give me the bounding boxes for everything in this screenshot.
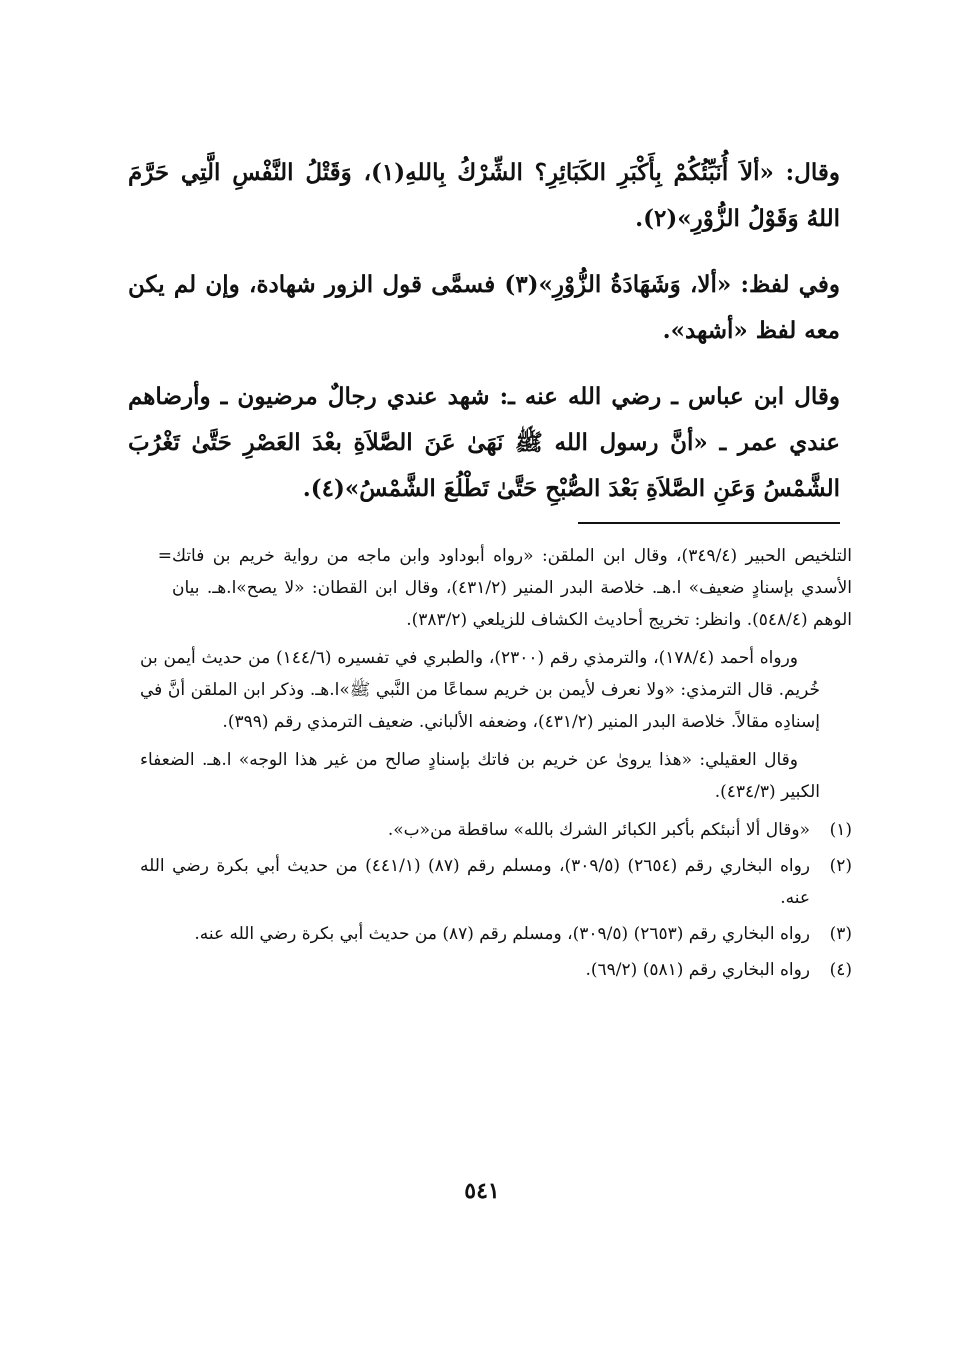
main-paragraph: وقال ابن عباس ـ رضي الله عنه ـ: شهد عندي رجالٌ مرضيون ـ وأرضاهم عندي عمر ـ «أنَّ رسول الله ﷺ نَهَىٰ عَنَ الصَّلاَةِ بعْدَ العَصْرِ حَتَّىٰ تَغْرُبَ الشَّمْسُ وَعَنِ الصَّلاَةِ بَعْدَ الصُّبْحِ حَتَّىٰ تَطْلُعَ الشَّمْسُ»(٤). — [128, 383, 840, 502]
footnote-continuation-text: التلخيص الحبير (٣٤٩/٤)، وقال ابن الملقن: «رواه أبوداود وابن ماجه من رواية خريم بن فاتك الأسدي بإسنادٍ ضعيف» ا.هـ. خلاصة البدر المنير (٤٣١/٢)، وقال ابن القطان: «لا يصح»ا.هـ. بيان الوهم (٥٤٨/٤). وانظر: تخريج أحاديث الكشاف للزيلعي (٣٨٣/٢). — [172, 546, 853, 630]
footnote-text: رواه البخاري رقم (٢٦٥٤) (٣٠٩/٥)، ومسلم رقم (٨٧) (٤٤١/١) من حديث أبي بكرة رضي الله عنه. — [140, 856, 811, 908]
footnote-item — [140, 814, 852, 846]
footnote-number: (٢) — [829, 856, 852, 876]
footnote-paragraph: وقال العقيلي: «هذا يروىٰ عن خريم بن فاتك بإسنادٍ صالح من غير هذا الوجه» ا.هـ. الضعفاء الكبير (٤٣٤/٣). — [140, 750, 820, 802]
footnote-separator — [578, 522, 840, 524]
footnote-text: رواه البخاري رقم (٥٨١) (٦٩/٢). — [585, 960, 810, 980]
main-text — [128, 150, 840, 532]
footnote-paragraph: ورواه أحمد (١٧٨/٤)، والترمذي رقم (٢٣٠٠)، والطبري في تفسيره (١٤٤/٦) من حديث أيمن بن خُريم. قال الترمذي: «ولا نعرف لأيمن بن خريم سماعًا من النَّبي ﷺ»ا.هـ. وذكر ابن الملقن أنَّ في إسنادِه مقالاً. خلاصة البدر المنير (٤٣١/٢)، وضعفه الألباني. ضعيف الترمذي رقم (٣٩٩). — [140, 648, 820, 732]
footnote-continuation — [140, 540, 852, 636]
footnote-number: (٣) — [829, 924, 852, 944]
main-paragraph: وقال: «ألاَ أُنَبِّئُكُمْ بِأَكْبَرِ الكَبَائِرِ؟ الشِّرْكُ بِاللهِ(١)، وَقَتْلُ النَّفْسِ الَّتِي حَرَّمَ اللهُ وَقَوْلُ الزُّوْرِ»(٢). — [128, 159, 840, 232]
page-number: ٥٤١ — [464, 1178, 500, 1204]
footnote-item — [140, 850, 852, 914]
footnote-text: «وقال ألا أنبئكم بأكبر الكبائر الشرك بالله» ساقطة من«ب». — [387, 820, 810, 840]
footnote-item — [140, 918, 852, 950]
footnote-text: رواه البخاري رقم (٢٦٥٣) (٣٠٩/٥)، ومسلم رقم (٨٧) من حديث أبي بكرة رضي الله عنه. — [194, 924, 810, 944]
footnote-number: (١) — [829, 820, 852, 840]
continuation-mark: = — [157, 546, 172, 566]
footnotes — [140, 540, 852, 990]
footnote-number: (٤) — [829, 960, 852, 980]
main-paragraph: وفي لفظ: «ألا، وَشَهَادَةُ الزُّوْرِ»(٣) فسمَّى قول الزور شهادة، وإن لم يكن معه لفظ «أشهد». — [128, 271, 840, 344]
footnote-item — [140, 954, 852, 986]
